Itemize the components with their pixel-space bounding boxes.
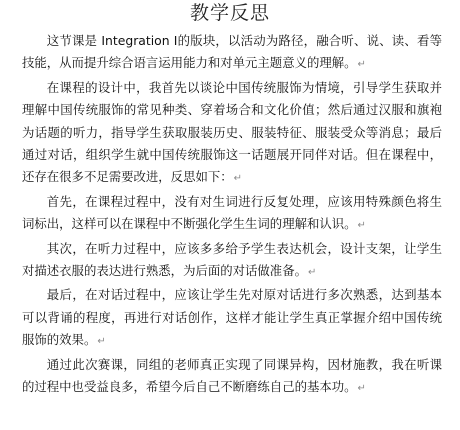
document-title: 教学反思 (189, 2, 270, 24)
paragraph-mark-icon: ↵ (307, 267, 317, 279)
paragraph-conclusion-text: 通过此次赛课，同组的老师真正实现了同课异构，因材施教，我在听课的过程中也受益良多，希望今后自己不断磨练自己的基本功。 (22, 356, 442, 395)
paragraph-mark-icon: ↵ (97, 336, 106, 348)
paragraph-mark-icon: ↵ (233, 173, 243, 185)
paragraph-second-text: 其次，在听力过程中，应该多多给予学生表达机会，设计支架，让学生对描述衣服的表达进行熟悉，为后面的对话做准备。 (22, 240, 442, 279)
paragraph-first (22, 191, 442, 238)
paragraph-first-text: 首先，在课程过程中，没有对生词进行反复处理，应该用特殊颜色将生词标出，这样可以在课程中不断强化学生生词的理解和认识。 (22, 193, 442, 232)
paragraph-last-text: 最后，在对话过程中，应该让学生先对原对话进行多次熟悉，达到基本可以背诵的程度，再进行对话创作，这样才能让学生真正掌握介绍中国传统服饰的效果。 (22, 287, 442, 348)
paragraph-last (22, 284, 442, 353)
paragraph-conclusion (22, 354, 442, 401)
paragraph-mark-icon: ↵ (357, 220, 366, 232)
document-body (22, 30, 442, 401)
paragraph-second (22, 238, 442, 285)
paragraph-mark-icon: ↵ (357, 383, 366, 395)
paragraph-mark-icon: ↵ (357, 59, 366, 71)
paragraph-intro-text: 这节课是 Integration Ⅰ的版块，以活动为路径，融合听、说、读、看等技能，从而提升综合语言运用能力和对单元主题意义的理解。 (22, 33, 442, 71)
paragraph-design-text: 在课程的设计中，我首先以谈论中国传统服饰为情境，引导学生获取并理解中国传统服饰的常见种类、穿着场合和文化价值；然后通过汉服和旗袍为话题的听力，指导学生获取服装历史、服装特征、服装受众等消息；最后通过对话，组织学生就中国传统服饰这一话题展开同伴对话。但在课程中，还存在很多不足需要改进，反思如下： (22, 79, 442, 185)
paragraph-design (22, 77, 442, 191)
paragraph-intro (22, 30, 442, 77)
